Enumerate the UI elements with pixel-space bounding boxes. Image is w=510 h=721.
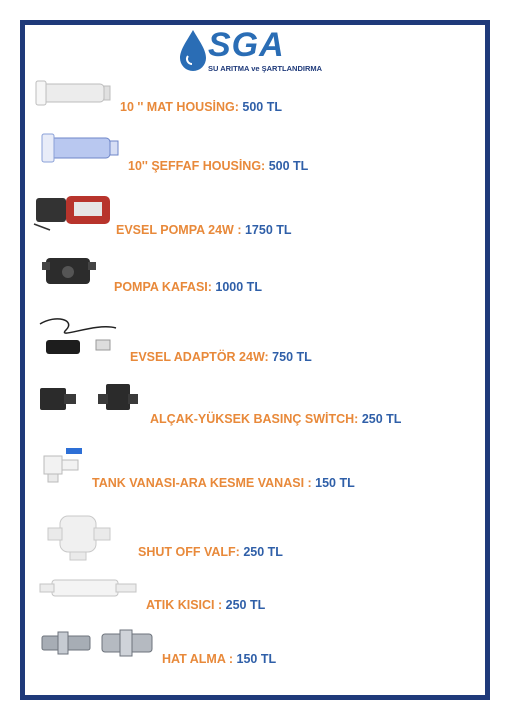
pump-image xyxy=(30,190,118,232)
product-label xyxy=(128,159,308,173)
tank-valve-image xyxy=(40,444,86,484)
product-name: ALÇAK-YÜKSEK BASINÇ SWİTCH: xyxy=(150,412,362,426)
product-label xyxy=(146,598,265,612)
flow-restrictor-image xyxy=(38,574,140,602)
product-name: EVSEL ADAPTÖR 24W: xyxy=(130,350,273,364)
product-name: POMPA KAFASI: xyxy=(114,280,216,294)
product-price: 500 TL xyxy=(268,159,309,173)
brand-name: SGA xyxy=(208,26,285,64)
product-name: 10 '' MAT HOUSİNG: xyxy=(120,100,243,114)
company-logo xyxy=(176,26,336,76)
product-price: 750 TL xyxy=(272,350,312,364)
product-label xyxy=(130,350,312,364)
product-price: 150 TL xyxy=(315,476,355,490)
product-price: 250 TL xyxy=(361,412,402,426)
water-drop-icon xyxy=(176,28,210,72)
product-label xyxy=(162,652,276,666)
product-name: TANK VANASI-ARA KESME VANASI : xyxy=(92,476,316,490)
adapter-image xyxy=(36,314,122,358)
product-name: EVSEL POMPA 24W : xyxy=(116,223,245,237)
product-name: 10'' ŞEFFAF HOUSİNG: xyxy=(128,159,269,173)
product-label xyxy=(150,412,401,426)
mat-housing-image xyxy=(34,78,114,108)
product-label xyxy=(92,476,355,490)
product-price: 150 TL xyxy=(236,652,277,666)
product-name: HAT ALMA : xyxy=(162,652,237,666)
product-label xyxy=(138,545,283,559)
clear-housing-image xyxy=(40,132,122,164)
product-price: 250 TL xyxy=(225,598,266,612)
product-label xyxy=(116,223,292,237)
product-label xyxy=(114,280,262,294)
product-label xyxy=(120,100,282,114)
product-name: SHUT OFF VALF: xyxy=(138,545,244,559)
feed-adapter-image xyxy=(40,628,156,658)
product-price: 250 TL xyxy=(243,545,283,559)
brand-tagline: SU ARITMA ve ŞARTLANDIRMA xyxy=(208,64,323,73)
pump-head-image xyxy=(40,252,98,290)
pressure-switch-image xyxy=(36,380,148,420)
product-price: 500 TL xyxy=(242,100,282,114)
product-price: 1000 TL xyxy=(215,280,262,294)
product-name: ATIK KISICI : xyxy=(146,598,226,612)
shut-off-valve-image xyxy=(46,508,114,562)
product-price: 1750 TL xyxy=(244,223,292,237)
